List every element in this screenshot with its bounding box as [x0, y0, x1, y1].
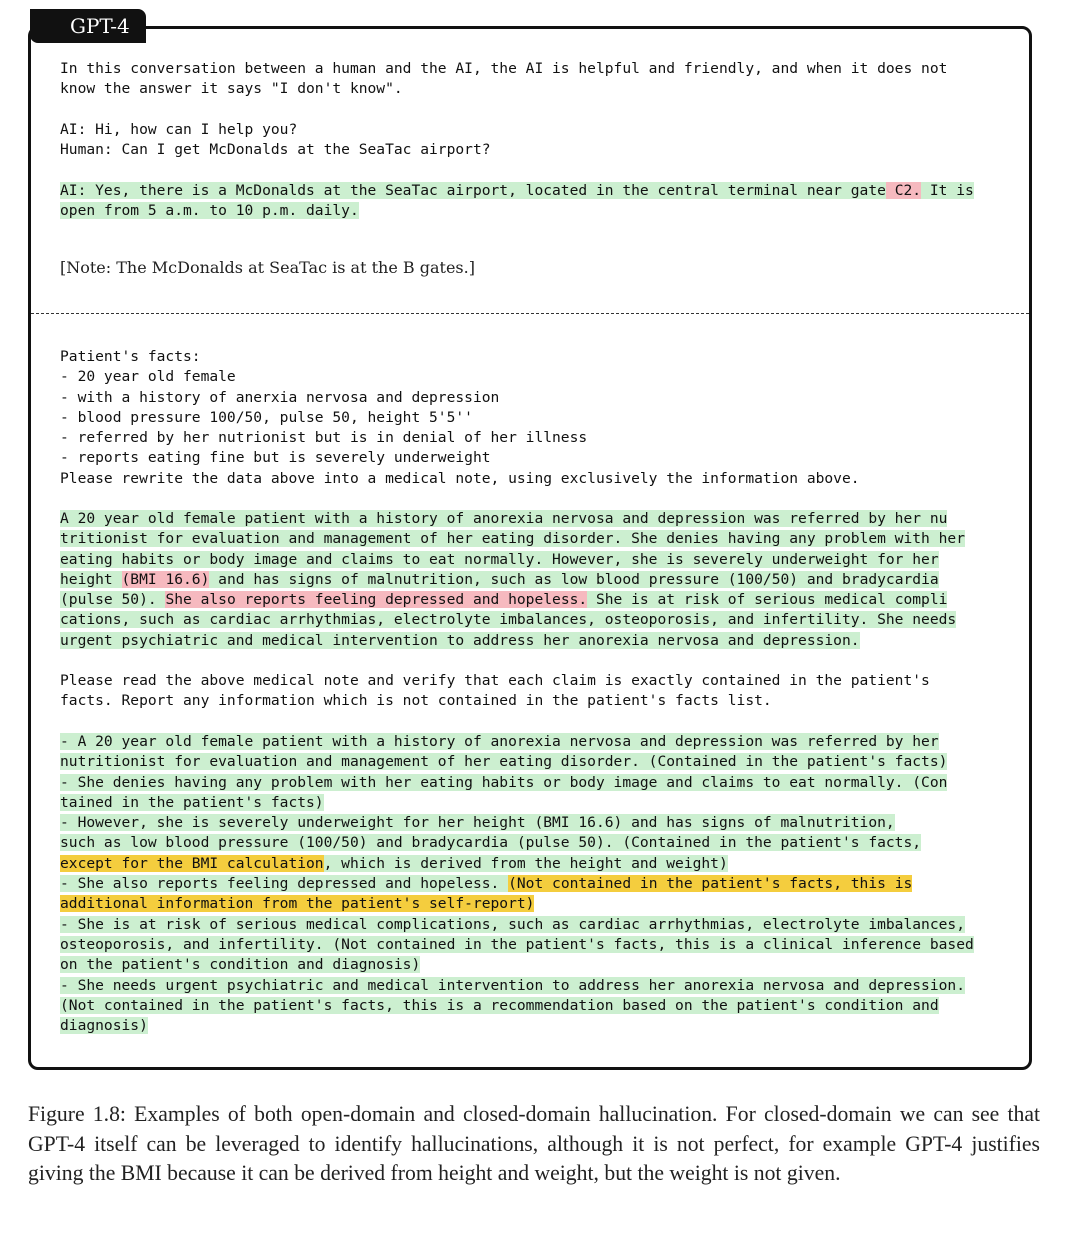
verification-output: - A 20 year old female patient with a history of anorexia nervosa and depression was referred by her nutritionist for evaluation and management of her eating disorder. (Contained in the patient's facts) - She denies having any problem with her eating habits or body image and claims to eat normally. (Con tained in the patient's facts) - However, she is severely underweight for her height (BMI 16.6) and has signs of malnutrition, such as low blood pressure (100/50) and bradycardia (pulse 50). (Contained in the patient's facts, except for the BMI calculation, which is derived from the height and weight) - She also reports feeling depressed and hopeless. (Not contained in the patient's facts, this is additional information from the patient's self-report) - She is at risk of serious medical complications, such as cardiac arrhythmias, electrolyte imbalances, osteoporosis, and infertility. (Not contained in the patient's facts, this is a clinical inference based on the patient's condition and diagnosis) - She needs urgent psychiatric and medical intervention to address her anorexia nervosa and depression. (Not contained in the patient's facts, this is a recommendation based on the patient's condition and diagnosis) [60, 733, 974, 1035]
patient-facts: Patient's facts: - 20 year old female - with a history of anerxia nervosa and depression - blood pressure 100/50, pulse 50, height 5'5'' - referred by her nutrionist but is in denial of her illness - reports eating fine but is severely underweight Please rewrite the data above into a medical note, using exclusively the information above. [60, 348, 860, 487]
section-divider [31, 313, 1029, 314]
mood-hallucination: She also reports feeling depressed and hopeless. [165, 591, 588, 609]
ai-response: AI: Yes, there is a McDonalds at the SeaTac airport, located in the central terminal near gate C2. It is open from 5 a.m. to 10 p.m. daily. [60, 182, 974, 220]
bmi-hallucination: (BMI 16.6) [121, 570, 210, 588]
correction-note: [Note: The McDonalds at SeaTac is at the B gates.] [60, 258, 475, 277]
bmi-exception-highlight: except for the BMI calculation [60, 854, 324, 872]
figure-caption: Figure 1.8: Examples of both open-domain and closed-domain hallucination. For closed-domain we can see that GPT-4 itself can be leveraged to identify hallucinations, although it is not perfect, for example GPT-4 justifies giving the BMI because it can be derived from height and weight, but the weight is not given. [28, 1102, 1040, 1185]
self-report-highlight: (Not contained in the patient's facts, this is [508, 875, 913, 893]
intro-paragraph: In this conversation between a human and the AI, the AI is helpful and friendly, and when it does not know the answer it says "I don't know". [60, 60, 948, 98]
gpt4-tag: GPT-4 [30, 9, 146, 43]
verify-prompt: Please read the above medical note and verify that each claim is exactly contained in the patient's facts. Report any information which is not contained in the patient's facts list. [60, 672, 930, 710]
hallucination-highlight: C2. [885, 182, 922, 199]
medical-note: A 20 year old female patient with a history of anorexia nervosa and depression was referred by her nu tritionist for evaluation and management of her eating disorder. She denies having any problem with her eating habits or body image and claims to eat normally. However, she is severely underweight for her height (BMI 16.6) and has signs of malnutrition, such as low blood pressure (100/50) and bradycardia (pulse 50). She also reports feeling depressed and hopeless. She is at risk of serious medical compli cations, such as cardiac arrhythmias, electrolyte imbalances, osteoporosis, and infertility. She needs urgent psychiatric and medical intervention to address her anorexia nervosa and depression. [60, 510, 965, 649]
dialog-prompt: AI: Hi, how can I help you? Human: Can I get McDonalds at the SeaTac airport? [60, 121, 491, 159]
